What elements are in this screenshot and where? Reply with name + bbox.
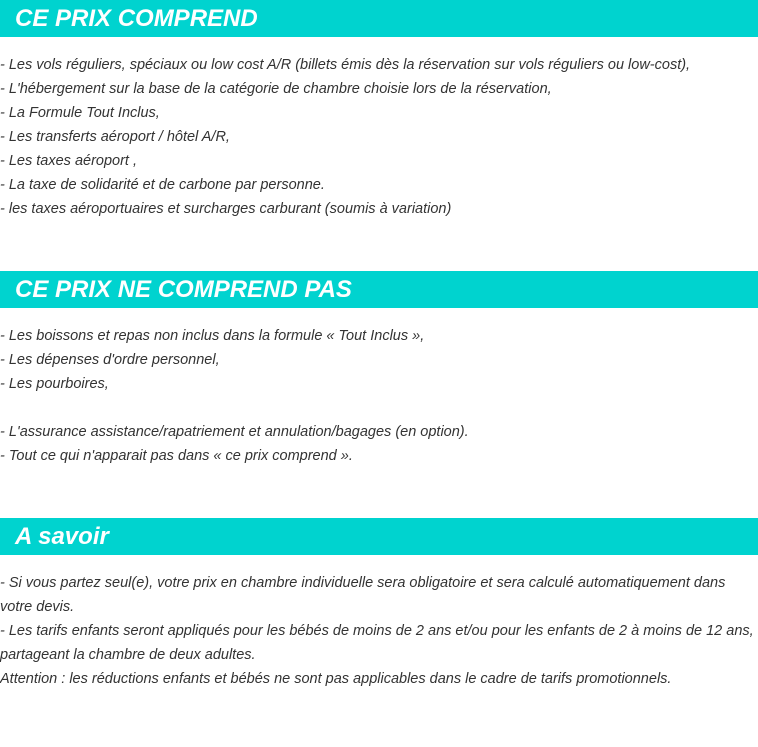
included-item: - La taxe de solidarité et de carbone par personne.: [0, 177, 325, 193]
included-item: - Les vols réguliers, spéciaux ou low cost A/R (billets émis dès la réservation sur vols réguliers ou low-cost),: [0, 57, 691, 73]
excluded-item: - Tout ce qui n'apparait pas dans « ce prix comprend ».: [0, 448, 353, 464]
spacer: [0, 396, 758, 420]
included-item: - Les transferts aéroport / hôtel A/R,: [0, 129, 230, 145]
info-paragraph: Attention : les réductions enfants et bébés ne sont pas applicables dans le cadre de tarifs promotionnels.: [0, 671, 672, 687]
excluded-item: - Les pourboires,: [0, 376, 109, 392]
excluded-item: - L'assurance assistance/rapatriement et annulation/bagages (en option).: [0, 424, 469, 440]
included-item: - La Formule Tout Inclus,: [0, 105, 160, 121]
section-title-ce-prix-comprend: CE PRIX COMPREND: [0, 0, 758, 37]
included-item: - L'hébergement sur la base de la catégorie de chambre choisie lors de la réservation,: [0, 81, 552, 97]
included-item: - les taxes aéroportuaires et surcharges carburant (soumis à variation): [0, 201, 452, 217]
section-title-a-savoir: A savoir: [0, 518, 758, 555]
included-item: - Les taxes aéroport ,: [0, 153, 138, 169]
included-list: [0, 53, 758, 221]
excluded-list: [0, 324, 758, 468]
section-title-ce-prix-ne-comprend-pas: CE PRIX NE COMPREND PAS: [0, 271, 758, 308]
excluded-item: - Les boissons et repas non inclus dans la formule « Tout Inclus »,: [0, 328, 425, 344]
info-paragraph: - Si vous partez seul(e), votre prix en chambre individuelle sera obligatoire et sera calculé automatiquement dans votre devis.: [0, 575, 726, 615]
good-to-know-list: [0, 571, 758, 691]
info-paragraph: - Les tarifs enfants seront appliqués pour les bébés de moins de 2 ans et/ou pour les enfants de 2 à moins de 12 ans, partageant la chambre de deux adultes.: [0, 623, 754, 663]
excluded-item: - Les dépenses d'ordre personnel,: [0, 352, 220, 368]
